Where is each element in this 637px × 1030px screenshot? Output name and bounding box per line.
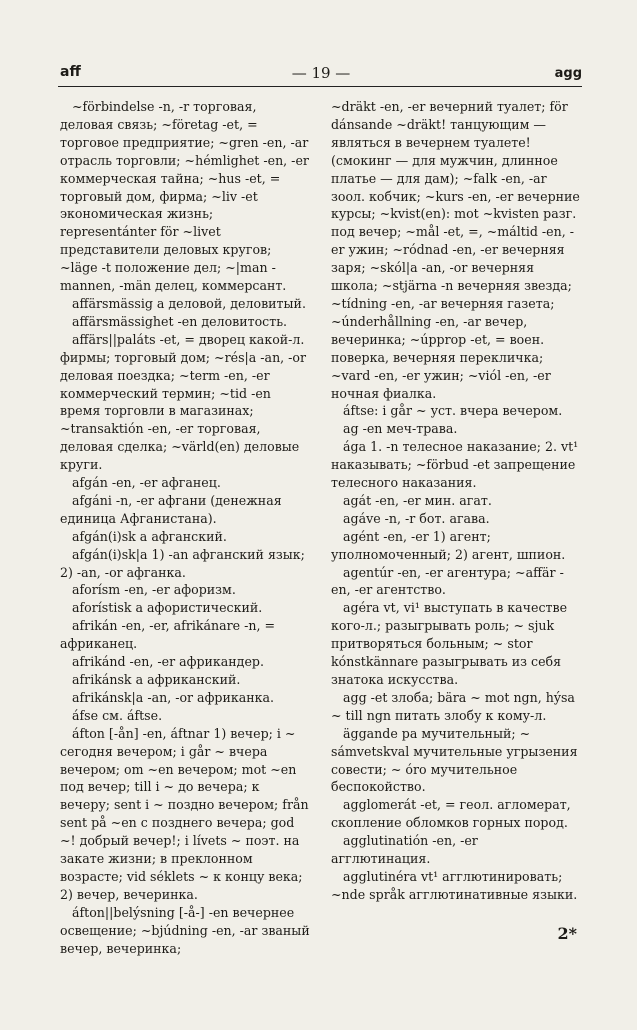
- entry: afrikánsk a африканский.: [72, 672, 241, 687]
- entry: aforísm -en, -er афоризм.: [72, 582, 236, 598]
- entry: ága 1. -n телесное наказание; 2. vt¹ наказывать; ~förbud -et запрещение телесного наказания.: [331, 439, 579, 491]
- entry: áfse см. áftse.: [72, 707, 163, 723]
- right-guide-word: agg: [554, 66, 582, 81]
- entry: agént -en, -er 1) агент; уполномоченный; 2) агент, шпион.: [331, 528, 566, 562]
- right-column: [331, 98, 581, 904]
- entry: áfton [-ån] -en, áftnar 1) вечер; i ~ сегодня вечером; i går ~ вчера вечером; om ~en вечером; mot ~en под вечер; till i ~ до вечера; к вечеру; sent i ~ поздно вечером; från sent på ~en с позднего вечера; god ~! добрый вечер!; i lívets ~ поэт. на закате жизни; в преклонном возрасте; vid séklets ~ к концу века; 2) вечер, вечеринка.: [60, 725, 309, 902]
- entry: afgán(i)sk a афганский.: [72, 528, 227, 544]
- entry: ag -en меч-трава.: [343, 421, 458, 437]
- entry: agentúr -en, -er агентура; ~affär -en, -er агентство.: [331, 564, 564, 598]
- entry: afgán(i)sk|a 1) -an афганский язык; 2) -an, -or афганка.: [60, 546, 305, 580]
- signature-mark: 2*: [557, 924, 577, 943]
- entry: afrikán -en, -er, afrikánare -n, = африканец.: [60, 618, 276, 652]
- entry: áfton||belýsning [-å-] -en вечернее освещение; ~bjúdning -en, -ar званый вечер, вечеринка;: [60, 904, 310, 956]
- entry: áftse: i går ~ уст. вчера вечером.: [343, 403, 563, 419]
- page-number: — 19 —: [291, 64, 351, 82]
- entry: afgán -en, -er афганец.: [72, 475, 221, 491]
- entry: ~dräkt -en, -er вечерний туалет; för dánsande ~dräkt! танцующим — являться в вечернем туалете! (смокинг — для мужчин, длинное платье — для дам); ~falk -en, -ar зоол. кобчик; ~kurs -en, -er вечерние курсы; ~kvist(en): mot ~kvisten разг. под вечер; ~mål -et, =, ~máltid -en, -er ужин; ~ródnad -en, -er вечерняя заря; ~skól|a -an, -or вечерняя школа; ~stjärna -n вечерняя звезда; ~tídning -en, -ar вечерняя газета; ~únderhållning -en, -ar вечер, вечеринка; ~úpprop -et, = воен. поверка, вечерняя перекличка; ~vard -en, -er ужин; ~viól -en, -er ночная фиалка.: [331, 99, 580, 401]
- left-column: [60, 98, 310, 958]
- entry: afrikánd -en, -er африкандер.: [72, 654, 264, 670]
- left-guide-word: aff: [60, 64, 81, 80]
- entry: agéra vt, vi¹ выступать в качестве кого-л.; разыгрывать роль; ~ sjuk притворяться больным; ~ stor kónstkännare разыгрывать из себя знатока искусства.: [331, 600, 568, 687]
- entry: agát -en, -er мин. агат.: [343, 492, 492, 508]
- page-header: [60, 64, 582, 84]
- entry: agglutinéra vt¹ агглютинировать; ~nde språk агглютинативные языки.: [331, 868, 578, 902]
- entry: agglomerát -et, = геол. агломерат, скопление обломков горных пород.: [331, 797, 571, 831]
- entry: ~förbindelse -n, -r торговая, деловая связь; ~företag -et, = торговое предприятие; ~gren -en, -ar отрасль торговли; ~hémlighet -en, -er коммерческая тайна; ~hus -et, = торговый дом, фирма; ~liv -et экономическая жизнь; representánter för ~livet представители деловых кругов; ~läge -t положение дел; ~|man -mannen, -män делец, коммерсант.: [60, 99, 309, 294]
- entry: agáve -n, -r бот. агава.: [343, 510, 490, 526]
- entry: aforístisk a афористический.: [72, 600, 263, 616]
- entry: agglutinatión -en, -er агглютинация.: [331, 833, 478, 867]
- header-rule: [58, 86, 582, 87]
- entry: affärsmässig a деловой, деловитый.: [72, 295, 306, 311]
- entry: äggande pa мучительный; ~ sámvetskval мучительные угрызения совести; ~ óro мучительное беспокойство.: [331, 725, 578, 795]
- entry: afgáni -n, -er афгани (денежная единица Афганистана).: [60, 492, 282, 526]
- entry: agg -et злоба; bära ~ mot ngn, hýsa ~ till ngn питать злобу к кому-л.: [331, 689, 575, 723]
- entry: affärsmässighet -en деловитость.: [72, 313, 288, 329]
- entry: affärs||paláts -et, = дворец какой-л. фирмы; торговый дом; ~rés|a -an, -or деловая поездка; ~term -en, -er коммерческий термин; ~tid -en время торговли в магазинах; ~transaktión -en, -er торговая, деловая сделка; ~värld(en) деловые круги.: [60, 331, 307, 473]
- entry: afrikánsk|a -an, -or африканка.: [72, 689, 275, 705]
